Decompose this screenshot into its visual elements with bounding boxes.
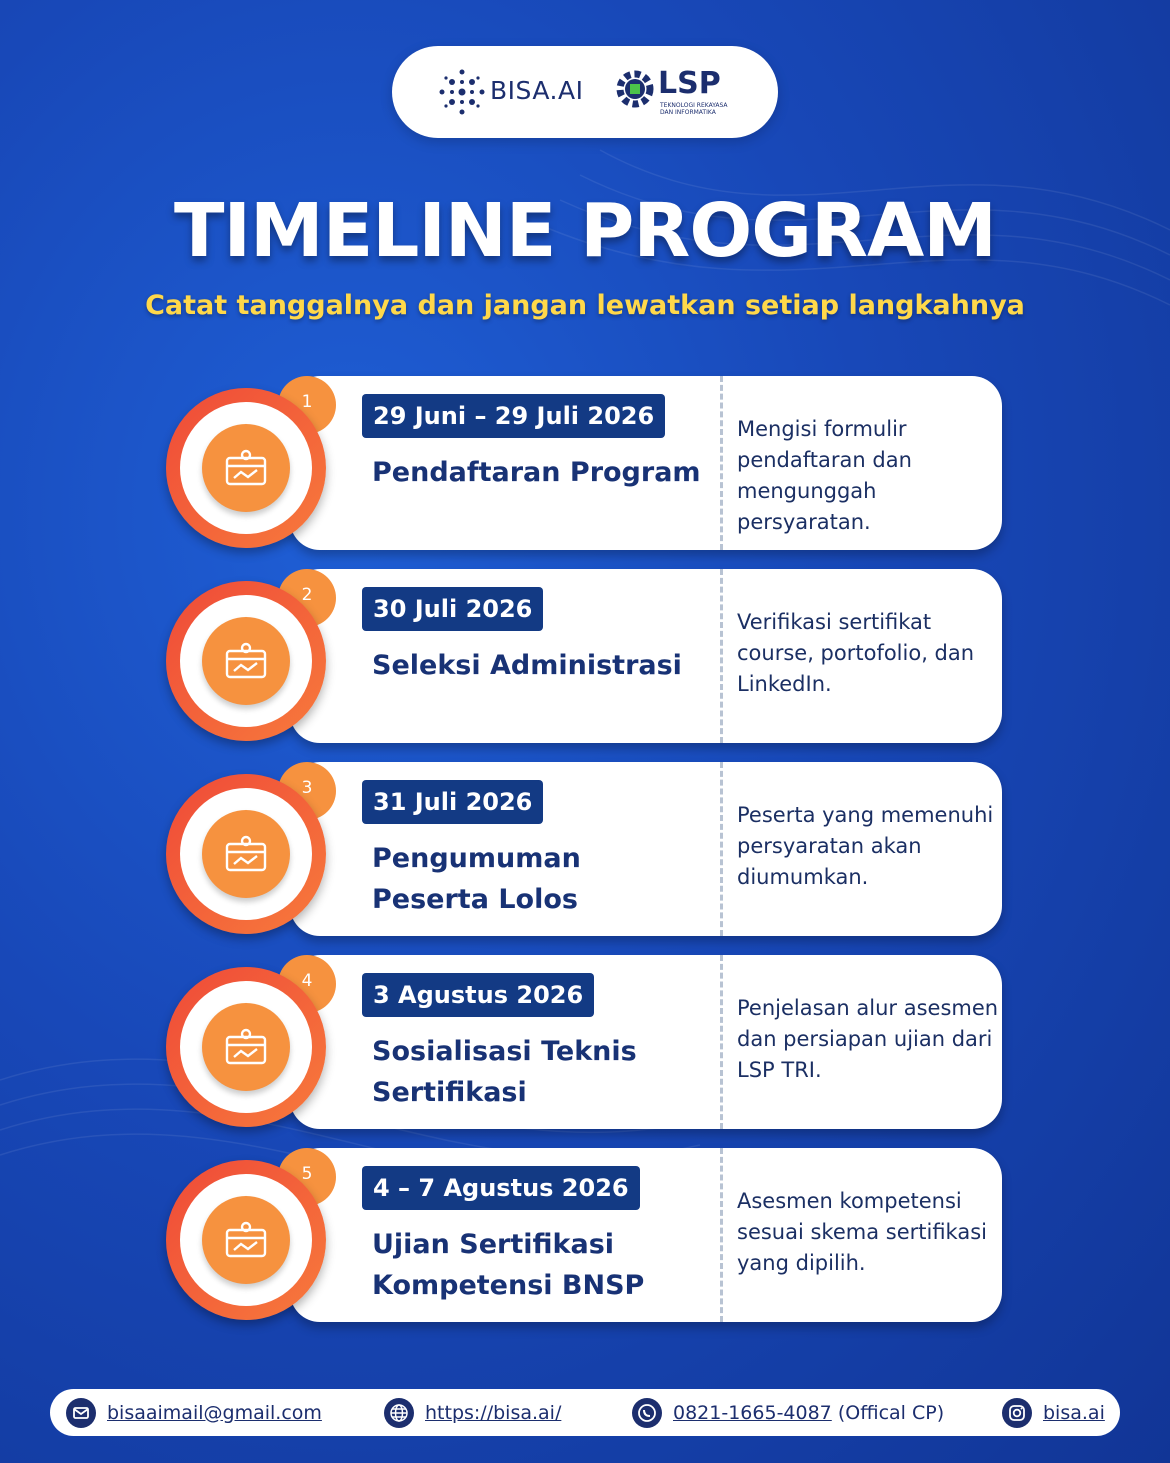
step-date: 30 Juli 2026 (362, 587, 543, 631)
timeline-step-3 (166, 762, 1006, 938)
timeline-step-1 (166, 376, 1006, 552)
bisa-logo-text: BISA.AI (490, 76, 584, 105)
step-name: Ujian Sertifikasi Kompetensi BNSP (372, 1229, 645, 1301)
step-icon-circle (166, 967, 326, 1127)
step-description: Asesmen kompetensi sesuai skema sertifikasi yang dipilih. (737, 1189, 987, 1275)
timeline-step-2 (166, 569, 1006, 745)
instagram-link[interactable]: bisa.ai (1043, 1401, 1105, 1424)
step-number-badge: 1 (278, 376, 336, 434)
presentation-icon (224, 448, 268, 488)
footer-instagram[interactable] (1002, 1389, 1105, 1436)
step-name: Pendaftaran Program (372, 457, 701, 488)
presentation-icon (224, 641, 268, 681)
bisa-logo-icon (438, 68, 486, 116)
step-date: 31 Juli 2026 (362, 780, 543, 824)
lsp-logo-text: LSP (658, 66, 721, 101)
step-name: Seleksi Administrasi (372, 650, 682, 681)
page-subtitle: Catat tanggalnya dan jangan lewatkan setiap langkahnya (145, 290, 1025, 321)
presentation-icon (224, 1027, 268, 1067)
website-link[interactable]: https://bisa.ai/ (425, 1401, 562, 1424)
step-name: Pengumuman Peserta Lolos (372, 843, 581, 915)
step-name: Sosialisasi Teknis Sertifikasi (372, 1036, 637, 1108)
step-icon-circle (166, 581, 326, 741)
email-link[interactable]: bisaaimail@gmail.com (107, 1401, 322, 1424)
lsp-logo-subtitle: TEKNOLOGI REKAYASA DAN INFORMATIKA (660, 102, 728, 116)
phone-link[interactable]: 0821-1665-4087 (673, 1401, 832, 1424)
step-date: 29 Juni – 29 Juli 2026 (362, 394, 665, 438)
whatsapp-icon (632, 1398, 662, 1428)
page-title: TIMELINE PROGRAM (174, 188, 996, 274)
step-date: 4 – 7 Agustus 2026 (362, 1166, 640, 1210)
contact-footer (50, 1389, 1120, 1436)
step-number-badge: 3 (278, 762, 336, 820)
step-number-badge: 4 (278, 955, 336, 1013)
lsp-gear-icon (614, 68, 656, 110)
step-icon-circle (166, 388, 326, 548)
timeline-step-4 (166, 955, 1006, 1131)
step-number-badge: 5 (278, 1148, 336, 1206)
step-date: 3 Agustus 2026 (362, 973, 594, 1017)
footer-website[interactable] (384, 1389, 561, 1436)
presentation-icon (224, 1220, 268, 1260)
step-icon-circle (166, 774, 326, 934)
presentation-icon (224, 834, 268, 874)
logo-bar (392, 46, 778, 138)
step-description: Penjelasan alur asesmen dan persiapan ujian dari LSP TRI. (737, 996, 999, 1082)
globe-icon (384, 1398, 414, 1428)
step-description: Peserta yang memenuhi persyaratan akan diumumkan. (737, 803, 994, 889)
phone-note: (Offical CP) (837, 1401, 945, 1424)
step-icon-circle (166, 1160, 326, 1320)
footer-phone[interactable] (632, 1389, 944, 1436)
timeline-step-5 (166, 1148, 1006, 1324)
step-description: Verifikasi sertifikat course, portofolio, dan LinkedIn. (737, 610, 975, 696)
step-number-badge: 2 (278, 569, 336, 627)
step-description: Mengisi formulir pendaftaran dan mengunggah persyaratan. (737, 417, 912, 534)
mail-icon (66, 1398, 96, 1428)
footer-email[interactable] (66, 1389, 322, 1436)
instagram-icon (1002, 1398, 1032, 1428)
